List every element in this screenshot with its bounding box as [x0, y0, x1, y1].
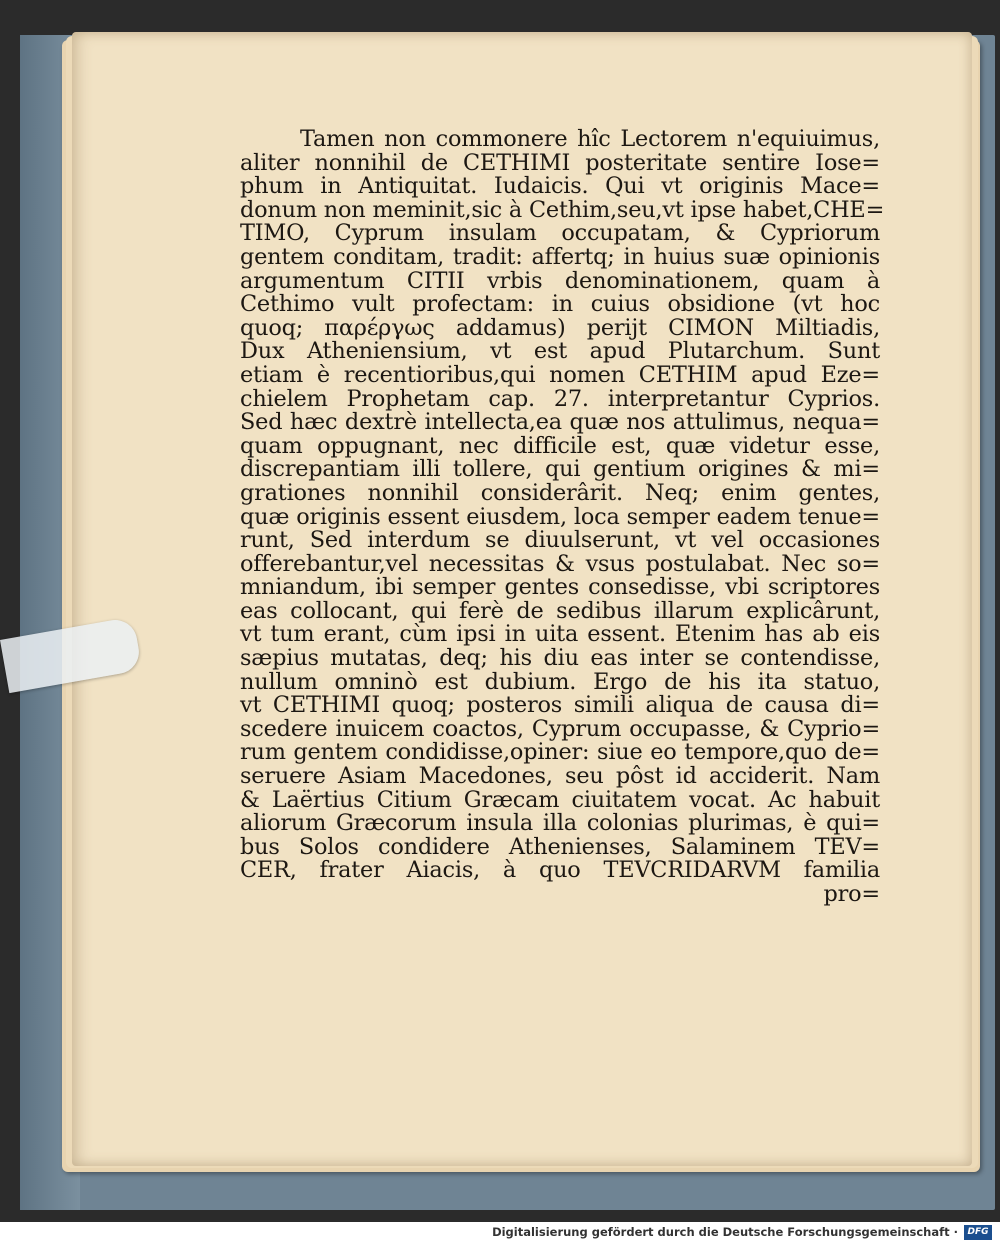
- text-line: eas collocant, qui ferè de sedibus illarum explicârunt,: [240, 597, 880, 624]
- footer-bar: [0, 1222, 1000, 1244]
- text-line: scedere inuicem coactos, Cyprum occupasse, & Cyprio=: [240, 715, 880, 742]
- text-line: discrepantiam illi tollere, qui gentium origines & mi=: [240, 456, 880, 483]
- text-line: argumentum CITII vrbis denominationem, quam à: [240, 267, 880, 294]
- text-line: runt, Sed interdum se diuulserunt, vt vel occasiones: [240, 527, 880, 554]
- text-line: chielem Prophetam cap. 27. interpretantur Cyprios.: [240, 385, 880, 412]
- catchword: pro=: [823, 881, 880, 907]
- text-line: quæ originis essent eiusdem, loca semper eadem tenue=: [240, 503, 880, 530]
- text-line: Tamen non commonere hîc Lectorem n'equiuimus,: [300, 126, 880, 152]
- text-line: offerebantur,vel necessitas & vsus postulabat. Nec so=: [240, 550, 880, 577]
- text-line: phum in Antiquitat. Iudaicis. Qui vt originis Mace=: [240, 173, 880, 200]
- text-line: aliorum Græcorum insula illa colonias plurimas, è qui=: [240, 810, 880, 837]
- text-line: gentem conditam, tradit: affertq; in huius suæ opinionis: [240, 243, 880, 270]
- text-line: Cethimo vult profectam: in cuius obsidione (vt hoc: [240, 291, 880, 318]
- text-line: CER, frater Aiacis, à quo TEVCRIDARVM familia: [240, 857, 880, 884]
- funding-notice: Digitalisierung gefördert durch die Deutsche Forschungsgemeinschaft ·: [492, 1225, 958, 1239]
- text-line: vt tum erant, cùm ipsi in uita essent. Etenim has ab eis: [240, 621, 880, 648]
- text-line: grationes nonnihil considerârit. Neq; enim gentes,: [240, 479, 880, 506]
- text-line: sæpius mutatas, deq; his diu eas inter se contendisse,: [240, 645, 880, 672]
- text-line: rum gentem condidisse,opiner: siue eo tempore,quo de=: [240, 739, 880, 766]
- text-line: bus Solos condidere Athenienses, Salaminem TEV=: [240, 833, 880, 860]
- text-line: quoq; παρέργως addamus) perijt CIMON Miltiadis,: [240, 314, 880, 341]
- text-line: & Laërtius Citium Græcam ciuitatem vocat. Ac habuit: [240, 786, 880, 813]
- dfg-logo-icon: DFG: [964, 1225, 992, 1240]
- text-line: etiam è recentioribus,qui nomen CETHIM apud Eze=: [240, 361, 880, 388]
- text-line: mniandum, ibi semper gentes consedisse, vbi scriptores: [240, 574, 880, 601]
- text-line: TIMO, Cyprum insulam occupatam, & Cypriorum: [240, 220, 880, 247]
- text-line: vt CETHIMI quoq; posteros simili aliqua de causa di=: [240, 692, 880, 719]
- text-line: seruere Asiam Macedones, seu pôst id acciderit. Nam: [240, 763, 880, 790]
- text-line: Sed hæc dextrè intellecta,ea quæ nos attulimus, nequa=: [240, 409, 880, 436]
- text-line: Dux Atheniensium, vt est apud Plutarchum. Sunt: [240, 338, 880, 365]
- page-text: [240, 126, 885, 907]
- text-line: aliter nonnihil de CETHIMI posteritate sentire Iose=: [240, 149, 880, 176]
- text-line: nullum omninò est dubium. Ergo de his ita statuo,: [240, 668, 880, 695]
- text-line: quam oppugnant, nec difficile est, quæ videtur esse,: [240, 432, 880, 459]
- text-line: donum non meminit,sic à Cethim,seu,vt ipse habet,CHE=: [240, 196, 885, 223]
